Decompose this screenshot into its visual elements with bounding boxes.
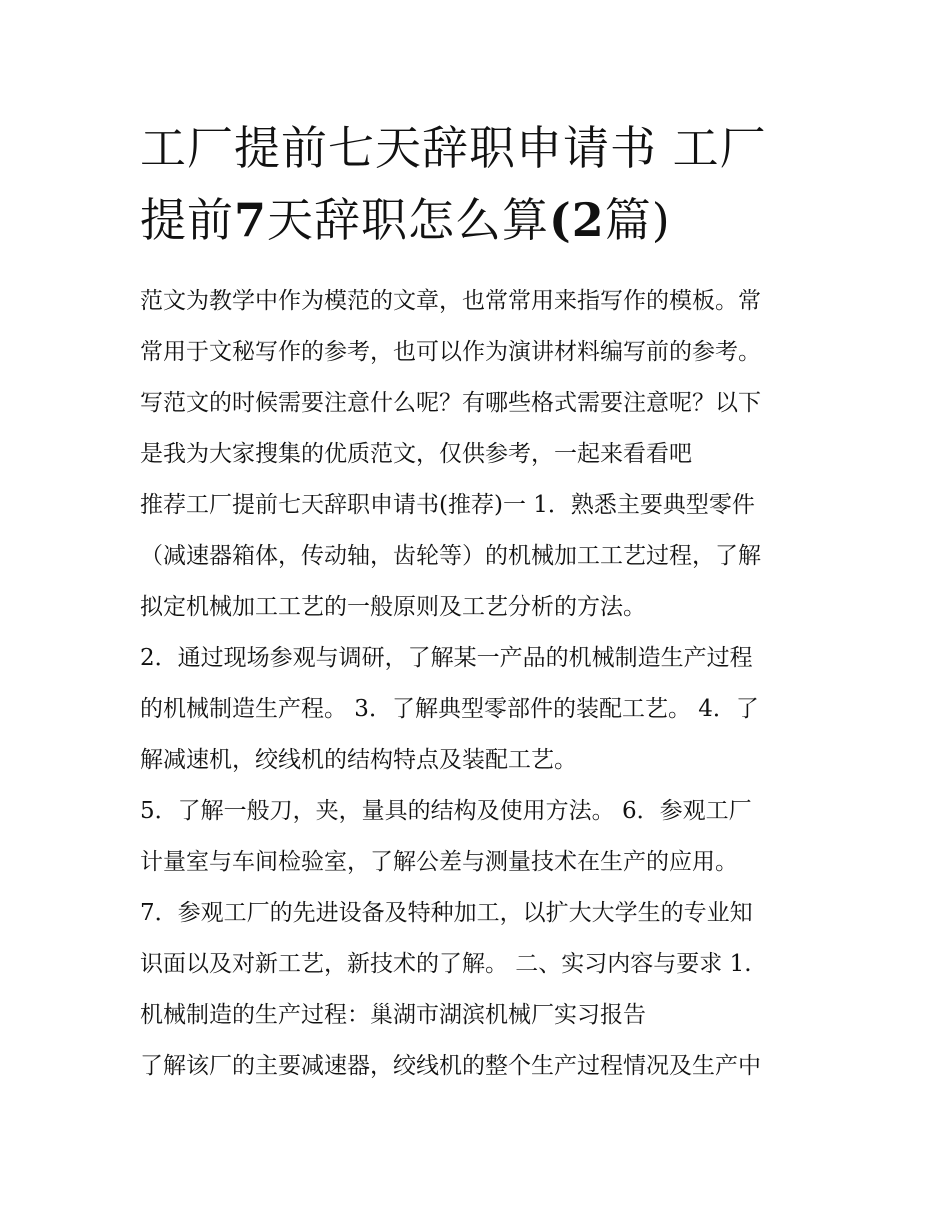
body-line: 推荐工厂提前七天辞职申请书(推荐)一 1．熟悉主要典型零件: [140, 492, 755, 518]
title-line-2-number: 7: [234, 193, 268, 247]
document-body: [140, 276, 830, 1092]
body-line: 的机械制造生产程。 3．了解典型零部件的装配工艺。 4．了: [140, 696, 759, 722]
document-title: [140, 112, 820, 256]
body-line: 写范文的时候需要注意什么呢？有哪些格式需要注意呢？以下: [140, 390, 761, 416]
body-line: 常用于文秘写作的参考，也可以作为演讲材料编写前的参考。: [140, 339, 761, 365]
body-line: 2．通过现场参观与调研，了解某一产品的机械制造生产过程: [140, 645, 753, 671]
title-line-2-middle: 天辞职怎么算: [267, 193, 550, 247]
body-line: 计量室与车间检验室，了解公差与测量技术在生产的应用。: [140, 849, 738, 875]
body-line: 是我为大家搜集的优质范文，仅供参考，一起来看看吧: [140, 441, 692, 467]
title-line-2: [140, 184, 820, 256]
title-line-2-paren: (2: [549, 193, 605, 247]
body-line: 解减速机，绞线机的结构特点及装配工艺。: [140, 747, 577, 773]
title-line-2-end: 篇): [604, 193, 671, 247]
body-line: 7．参观工厂的先进设备及特种加工，以扩大大学生的专业知: [140, 900, 753, 926]
body-line: 机械制造的生产过程：巢湖市湖滨机械厂实习报告: [140, 1002, 646, 1028]
title-line-2-prefix: 提前: [140, 193, 234, 247]
body-line: 识面以及对新工艺，新技术的了解。 二、实习内容与要求 1.: [140, 951, 752, 977]
body-line: 范文为教学中作为模范的文章，也常常用来指写作的模板。常: [140, 288, 761, 314]
body-line: 5．了解一般刀，夹，量具的结构及使用方法。 6．参观工厂: [140, 798, 752, 824]
title-line-1: 工厂提前七天辞职申请书 工厂: [140, 121, 767, 175]
body-line: 拟定机械加工工艺的一般原则及工艺分析的方法。: [140, 594, 646, 620]
body-line: 了解该厂的主要减速器，绞线机的整个生产过程情况及生产中: [140, 1053, 761, 1079]
body-line: （减速器箱体，传动轴，齿轮等）的机械加工工艺过程，了解: [140, 543, 761, 569]
